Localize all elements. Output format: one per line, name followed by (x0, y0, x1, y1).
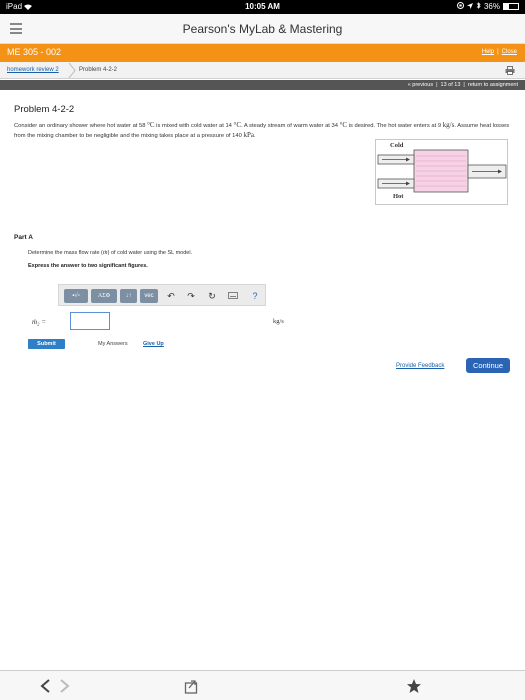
return-to-assignment-link[interactable]: return to assignment (467, 82, 518, 88)
course-bar (0, 44, 525, 62)
problem-text-3: . A steady stream of warm water at 34 (240, 123, 338, 129)
top-links: Help | Close (481, 49, 517, 55)
course-title: ME 305 - 002 (7, 47, 62, 57)
bookmark-star-icon[interactable] (406, 678, 422, 694)
problem-title: Problem 4-2-2 (14, 104, 75, 115)
breadcrumb (0, 62, 525, 79)
problem-text-1: Consider an ordinary shower where hot water at 58 (14, 123, 146, 129)
help-icon[interactable]: ? (252, 291, 258, 301)
forward-icon[interactable] (56, 678, 72, 694)
unit-hot-flow: kg/s (442, 121, 455, 129)
clock: 10:05 AM (245, 2, 280, 11)
help-link[interactable]: Help (481, 49, 495, 55)
unit-cold-temp: °C (233, 121, 241, 129)
unit-hot-temp: °C (147, 121, 155, 129)
keyboard-icon[interactable] (227, 290, 239, 302)
print-icon[interactable] (505, 66, 515, 75)
hot-label: Hot (393, 193, 404, 200)
cold-label: Cold (390, 142, 404, 149)
problem-navigation: « previous | 13 of 13 | return to assignment (407, 82, 518, 88)
my-answers-label: My Answers (98, 341, 128, 347)
problem-text-5: . Assume heat losses from the mixing chamber to be negligible and the mixing takes place at a pressure of 140 (14, 123, 510, 139)
greek-symbols-button[interactable]: ΑΣΦ (91, 289, 117, 303)
location-icon (467, 2, 473, 11)
redo-icon[interactable]: ↷ (187, 291, 195, 301)
templates-button[interactable]: ▪√▫ (64, 289, 88, 303)
answer-label: ṁ₂ = (32, 318, 46, 326)
mixing-chamber-diagram (375, 139, 508, 205)
continue-button[interactable]: Continue (466, 358, 510, 373)
give-up-link[interactable]: Give Up (143, 341, 164, 347)
status-bar (0, 0, 525, 14)
part-a-heading: Part A (14, 234, 33, 241)
part-a-question (28, 249, 192, 256)
share-icon[interactable] (183, 678, 199, 694)
question-symbol: ṁ (102, 249, 108, 256)
answer-input[interactable] (70, 312, 110, 330)
app-title: Pearson's MyLab & Mastering (182, 22, 343, 36)
bluetooth-icon (476, 2, 481, 11)
equation-toolbar (58, 284, 266, 306)
provide-feedback-link[interactable]: Provide Feedback (396, 363, 445, 369)
breadcrumb-assignment-link[interactable]: homework review 2 (7, 67, 59, 73)
answer-unit: kg/s (273, 318, 284, 325)
battery-icon (503, 3, 519, 10)
submit-button[interactable]: Submit (28, 339, 65, 349)
breadcrumb-separator-icon (68, 63, 76, 78)
question-text-2: ) of cold water using the SL model. (107, 250, 193, 256)
problem-text-6: . (253, 133, 256, 139)
status-right (457, 2, 519, 11)
undo-icon[interactable]: ↶ (167, 291, 175, 301)
browser-bottom-bar (0, 670, 525, 700)
unit-pressure: kPa (243, 131, 254, 139)
device-name: iPad (6, 2, 23, 11)
part-a-instruction: Express the answer to two significant figures. (28, 263, 148, 269)
problem-position: 13 of 13 (440, 82, 461, 88)
question-text-1: Determine the mass flow rate ( (28, 250, 103, 256)
unit-warm-temp: °C (339, 121, 348, 129)
close-link[interactable]: Close (501, 49, 517, 55)
problem-text-4: is desired. The hot water enters at 9 (347, 123, 443, 129)
subscript-superscript-button[interactable]: ↓↑ (120, 289, 137, 303)
lock-rotation-icon (457, 2, 464, 11)
app-title-bar (0, 14, 525, 44)
problem-text-2: is mixed with cold water at 14 (154, 123, 232, 129)
back-icon[interactable] (38, 678, 54, 694)
vector-button[interactable]: vec (140, 289, 158, 303)
breadcrumb-current: Problem 4-2-2 (79, 67, 118, 73)
problem-statement (14, 121, 514, 141)
previous-link[interactable]: « previous (407, 82, 434, 88)
reset-icon[interactable]: ↻ (208, 291, 216, 301)
battery-percent: 36% (483, 2, 500, 11)
